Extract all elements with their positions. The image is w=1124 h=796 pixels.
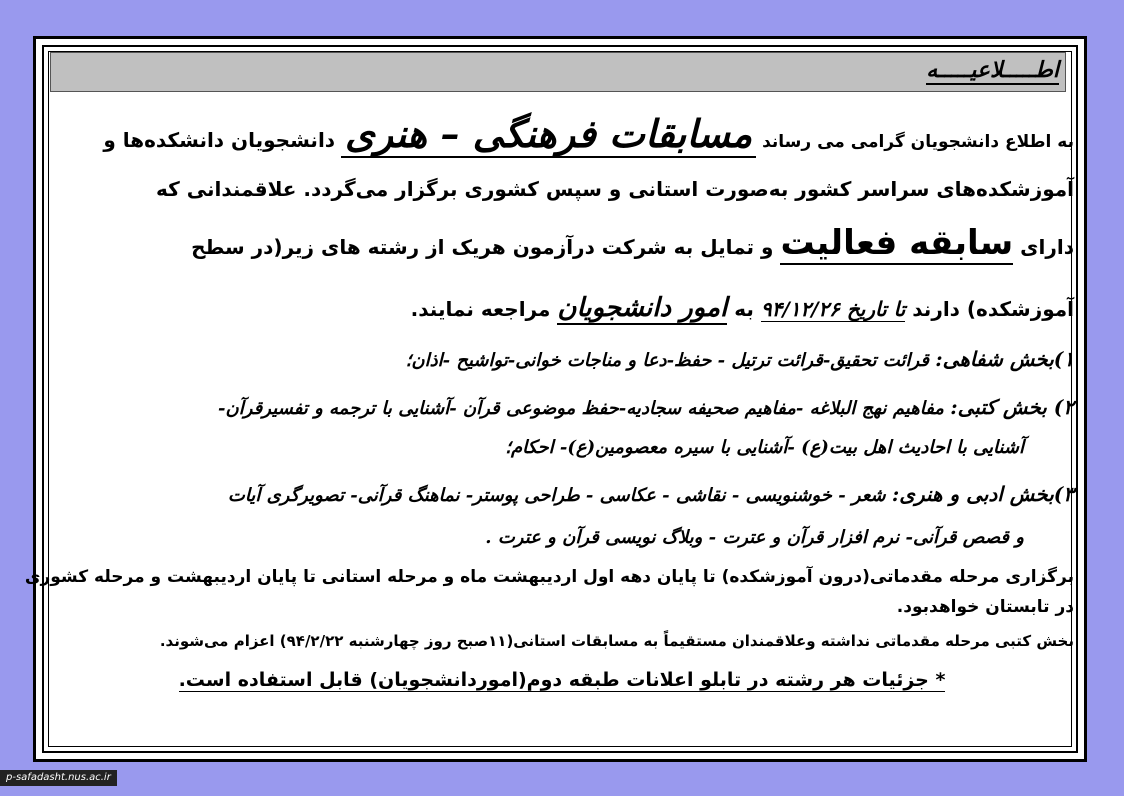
section-art-cont: و قصص قرآنی- نرم افزار قرآن و عترت - وبلاگ نویسی قرآن و عترت . <box>485 527 1024 548</box>
p3-a: دارای <box>1020 235 1074 259</box>
section-written-body: مفاهیم نهج البلاغه -مفاهیم صحیفه سجادیه-حفظ موضوعی قرآن -آشنایی با ترجمه و تفسیرقرآن- <box>218 398 944 419</box>
student-affairs: امور دانشجویان <box>557 293 728 323</box>
paragraph-3 <box>50 223 1074 263</box>
notice-title: اطـــــلاعیـــــه <box>926 57 1059 83</box>
activity-record: سابقه فعالیت <box>780 223 1014 263</box>
paragraph-4 <box>50 293 1074 323</box>
header-bar <box>50 52 1066 92</box>
section-oral-title: ۱)بخش شفاهی: <box>935 347 1074 371</box>
section-art-title: ۳)بخش ادبی و هنری: <box>891 482 1074 506</box>
site-url-badge: p-safadasht.nus.ac.ir <box>0 770 117 786</box>
section-oral <box>50 347 1074 371</box>
section-art <box>50 482 1074 506</box>
schedule-line-1: برگزاری مرحله مقدماتی(درون آموزشکده) تا پایان دهه اول اردیبهشت ماه و مرحله استانی تا پایان اردیبهشت و مرحله کشوری <box>24 567 1074 587</box>
notice-content <box>24 97 1074 739</box>
section-written <box>50 395 1074 419</box>
footer-note-wrap <box>50 669 1074 691</box>
competition-title: مسابقات فرهنگی – هنری <box>341 111 756 158</box>
p4-e: مراجعه نمایند. <box>410 297 551 321</box>
paragraph-2: آموزشکده‌های سراسر کشور به‌صورت استانی و سپس کشوری برگزار می‌گردد. علاقمندانی که <box>156 177 1074 201</box>
written-note: بخش کتبی مرحله مقدماتی نداشته وعلاقمندان مستقیماً به مسابقات استانی(۱۱صبح روز چهارشنبه ۹۴/۲/۲۲) اعزام می‌شوند. <box>159 632 1074 650</box>
p1-end: دانشجویان دانشکده‌ها و <box>103 128 336 152</box>
p3-c: و تمایل به شرکت درآزمون هریک از رشته های زیر(در سطح <box>191 235 774 259</box>
section-art-body: شعر - خوشنویسی - نقاشی - عکاسی - طراحی پوستر- نماهنگ قرآنی- تصویرگری آیات <box>227 485 886 506</box>
deadline-date: تا تاریخ ۹۴/۱۲/۲۶ <box>760 297 906 321</box>
p4-c: به <box>734 297 754 321</box>
footer-note: * جزئیات هر رشته در تابلو اعلانات طبقه دوم(اموردانشجویان) قابل استفاده است. <box>178 669 946 691</box>
section-oral-body: قرائت تحقیق-قرائت ترتیل - حفظ-دعا و مناجات خوانی-تواشیح -اذان؛ <box>405 350 929 371</box>
section-written-title: ۲) بخش کتبی: <box>950 395 1074 419</box>
paragraph-1 <box>50 111 1074 156</box>
p1-intro: به اطلاع دانشجویان گرامی می رساند <box>762 132 1074 152</box>
notice-frame <box>24 36 1087 762</box>
schedule-line-2: در تابستان خواهدبود. <box>896 597 1074 617</box>
p4-a: آموزشکده) دارند <box>912 297 1074 321</box>
section-written-cont: آشنایی با احادیث اهل بیت(ع) -آشنایی با سیره معصومین(ع)- احکام؛ <box>505 437 1024 458</box>
